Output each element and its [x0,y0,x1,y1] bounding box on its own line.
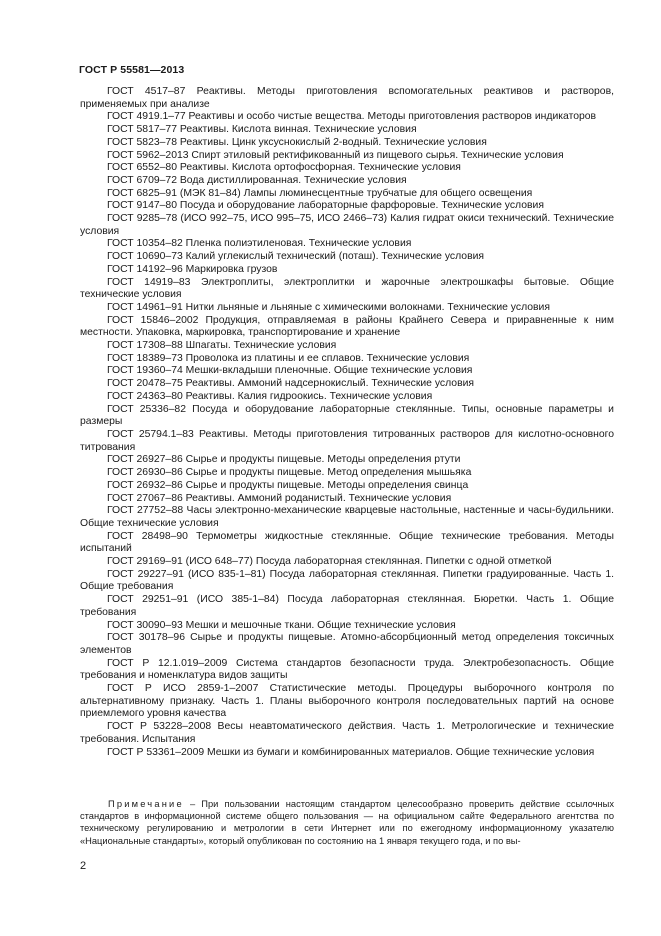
reference-item: ГОСТ 29227–91 (ИСО 835-1–81) Посуда лабораторная стеклянная. Пипетки градуированные. Часть 1. Общие требования [80,568,614,593]
reference-item: ГОСТ Р 12.1.019–2009 Система стандартов безопасности труда. Электробезопасность. Общие требования и номенклатура видов защиты [80,657,614,682]
reference-item: ГОСТ 25336–82 Посуда и оборудование лабораторные стеклянные. Типы, основные параметры и размеры [80,403,614,428]
reference-item: ГОСТ 6709–72 Вода дистиллированная. Технические условия [107,174,407,186]
reference-item: ГОСТ 27067–86 Реактивы. Аммоний роданистый. Технические условия [107,492,452,504]
note-text: – При пользовании настоящим стандартом целесообразно проверить действие ссылочных стандартов в информационной системе общего пользования — на официальном сайте Федерального агентства по техническому регулированию и метрологии в сети Интернет или по ежегодному информационному указателю «Национальные стандарты», который опубликован по состоянию на 1 января текущего года, и по вы- [80,799,614,846]
reference-item: ГОСТ 10354–82 Пленка полиэтиленовая. Технические условия [107,238,412,250]
reference-item: ГОСТ 29169–91 (ИСО 648–77) Посуда лабораторная стеклянная. Пипетки с одной отметкой [107,556,552,568]
reference-item: ГОСТ 6825–91 (МЭК 81–84) Лампы люминесцентные трубчатые для общего освещения [107,187,533,199]
reference-item: ГОСТ 26927–86 Сырье и продукты пищевые. Методы определения ртути [107,454,461,466]
reference-item: ГОСТ 27752–88 Часы электронно-механические кварцевые настольные, настенные и часы-будильники. Общие технические условия [80,505,614,529]
reference-item: ГОСТ 14961–91 Нитки льняные и льняные с химическими волокнами. Технические условия [107,301,550,313]
reference-item: ГОСТ 10690–73 Калий углекислый технический (поташ). Технические условия [107,251,485,263]
reference-item: ГОСТ 30178–96 Сырье и продукты пищевые. Атомно-абсорбционный метод определения токсичных элементов [80,632,614,656]
reference-item: ГОСТ 17308–88 Шпагаты. Технические условия [107,340,337,352]
reference-item: ГОСТ 25794.1–83 Реактивы. Методы приготовления титрованных растворов для кислотно-основного титрования [80,428,614,453]
reference-item: ГОСТ Р 53228–2008 Весы неавтоматического действия. Часть 1. Метрологические и технические требования. Испытания [80,721,614,745]
reference-item: ГОСТ 5823–78 Реактивы. Цинк уксуснокислый 2-водный. Технические условия [107,136,487,148]
reference-item: ГОСТ 14919–83 Электроплиты, электроплитки и жарочные электрошкафы бытовые. Общие технические условия [80,276,614,301]
reference-item: ГОСТ 26932–86 Сырье и продукты пищевые. Методы определения свинца [107,479,469,491]
reference-item: ГОСТ 4517–87 Реактивы. Методы приготовления вспомогательных реактивов и растворов, применяемых при анализе [80,86,614,110]
note-label: Примечание [108,799,184,809]
normative-references-list [80,86,614,759]
reference-item: ГОСТ 19360–74 Мешки-вкладыши пленочные. Общие технические условия [107,365,473,377]
reference-item: ГОСТ 9147–80 Посуда и оборудование лабораторные фарфоровые. Технические условия [107,200,544,212]
reference-item: ГОСТ 29251–91 (ИСО 385-1–84) Посуда лабораторная стеклянная. Бюретки. Часть 1. Общие требования [80,594,614,618]
reference-item: ГОСТ 15846–2002 Продукция, отправляемая в районы Крайнего Севера и приравненные к ним местности. Упаковка, маркировка, транспортирование и хранение [80,314,614,339]
reference-item: ГОСТ 5962–2013 Спирт этиловый ректификованный из пищевого сырья. Технические условия [107,149,564,161]
reference-item: ГОСТ 26930–86 Сырье и продукты пищевые. Метод определения мышьяка [107,467,472,479]
reference-item: ГОСТ 20478–75 Реактивы. Аммоний надсернокислый. Технические условия [107,378,475,390]
reference-item: ГОСТ 14192–96 Маркировка грузов [107,263,278,275]
reference-item: ГОСТ 28498–90 Термометры жидкостные стеклянные. Общие технические требования. Методы испытаний [80,530,614,555]
reference-item: ГОСТ Р 53361–2009 Мешки из бумаги и комбинированных материалов. Общие технические условия [107,746,595,758]
reference-item: ГОСТ 18389–73 Проволока из платины и ее сплавов. Технические условия [107,352,470,364]
reference-item: ГОСТ 30090–93 Мешки и мешочные ткани. Общие технические условия [107,619,456,631]
reference-item: ГОСТ 9285–78 (ИСО 992–75, ИСО 995–75, ИСО 2466–73) Калия гидрат окиси технический. Технические условия [80,213,614,237]
reference-item: ГОСТ 4919.1–77 Реактивы и особо чистые вещества. Методы приготовления растворов индикаторов [107,111,597,123]
document-code-header: ГОСТ Р 55581—2013 [79,64,185,76]
reference-item: ГОСТ 6552–80 Реактивы. Кислота ортофосфорная. Технические условия [107,162,461,174]
reference-item: ГОСТ 5817–77 Реактивы. Кислота винная. Технические условия [107,124,417,136]
reference-item: ГОСТ Р ИСО 2859-1–2007 Статистические методы. Процедуры выборочного контроля по альтернативному признаку. Часть 1. Планы выборочного контроля последовательных партий на основе приемлемого уровня качества [80,683,614,720]
reference-item: ГОСТ 24363–80 Реактивы. Калия гидроокись. Технические условия [107,390,433,402]
page-number: 2 [80,860,87,872]
note-paragraph [80,798,614,847]
